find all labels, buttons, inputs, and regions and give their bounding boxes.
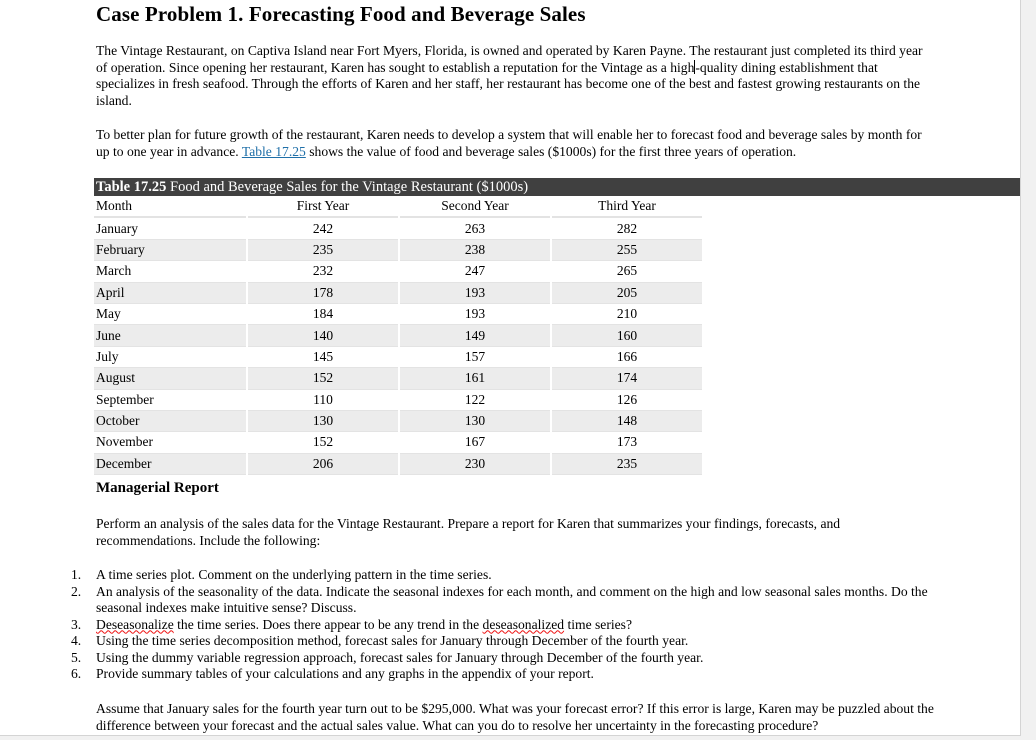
spellcheck-word[interactable]: deseasonalized (482, 616, 565, 632)
list-item (71, 649, 956, 667)
table-body (94, 218, 702, 475)
table-row (94, 390, 702, 411)
table-row (94, 347, 702, 368)
sales-cell: 235 (248, 240, 398, 261)
table-row (94, 218, 702, 239)
sales-cell: 140 (248, 325, 398, 346)
sales-cell: 184 (248, 304, 398, 325)
sales-cell: 122 (400, 390, 550, 411)
table-row (94, 432, 702, 453)
intro-paragraph (96, 43, 926, 109)
table-row (94, 283, 702, 304)
list-number: 6. (71, 666, 82, 681)
sales-cell: 263 (400, 218, 550, 239)
spellcheck-word[interactable]: Deseasonalize (96, 616, 174, 632)
closing-paragraph: Assume that January sales for the fourth year turn out to be $295,000. What was your forecast error? If this error is large, Karen may be puzzled about the difference between your forecast and the actual sales value. What can you do to resolve her uncertainty in the forecasting procedure? (96, 701, 934, 733)
month-cell: December (94, 454, 246, 475)
intro-text-part1: The Vintage Restaurant, on Captiva Island near Fort Myers, Florida, is owned and operated by Karen Payne. The restaurant just completed its third year of operation. Since opening her restaurant, Karen has sought to establish a reputation for the Vintage as a high (96, 43, 923, 75)
sales-cell: 152 (248, 368, 398, 389)
sales-cell: 282 (552, 218, 702, 239)
list-text: the time series. Does there appear to be any trend in the (173, 616, 483, 632)
list-text: Using the time series decomposition method, forecast sales for January through December of the fourth year. (96, 633, 689, 648)
sales-cell: 205 (552, 283, 702, 304)
month-cell: August (94, 368, 246, 389)
table-row (94, 261, 702, 282)
list-text: A time series plot. Comment on the underlying pattern in the time series. (96, 567, 492, 582)
table-row (94, 411, 702, 432)
sales-cell: 130 (400, 411, 550, 432)
sales-cell: 255 (552, 240, 702, 261)
month-cell: October (94, 411, 246, 432)
sales-cell: 148 (552, 411, 702, 432)
list-item (71, 633, 956, 650)
planning-text-part2: shows the value of food and beverage sales ($1000s) for the first three years of operation. (309, 143, 797, 159)
list-number: 1. (71, 567, 82, 582)
list-text: Using the dummy variable regression approach, forecast sales for January through December of the fourth year. (96, 649, 704, 665)
sales-cell: 173 (552, 432, 702, 453)
header-third-year: Third Year (552, 196, 702, 218)
table-row (94, 240, 702, 261)
sales-cell: 193 (400, 283, 550, 304)
month-cell: May (94, 304, 246, 325)
sales-data-table (92, 196, 704, 475)
sales-cell: 247 (400, 261, 550, 282)
month-cell: July (94, 347, 246, 368)
list-item (71, 616, 956, 634)
sales-cell: 152 (248, 432, 398, 453)
table-caption-label: Table 17.25 (96, 179, 167, 195)
report-heading: Managerial Report (96, 480, 219, 496)
list-item (71, 666, 956, 683)
sales-cell: 238 (400, 240, 550, 261)
page-title: Case Problem 1. Forecasting Food and Beverage Sales (96, 2, 586, 26)
sales-cell: 265 (552, 261, 702, 282)
month-cell: March (94, 261, 246, 282)
sales-cell: 160 (552, 325, 702, 346)
report-intro: Perform an analysis of the sales data for the Vintage Restaurant. Prepare a report for Karen that summarizes your findings, forecasts, and recommendations. Include the following: (96, 516, 841, 548)
sales-cell: 145 (248, 347, 398, 368)
sales-table (94, 178, 1021, 475)
table-caption (94, 178, 1021, 196)
sales-cell: 210 (552, 304, 702, 325)
list-item (71, 583, 956, 617)
sales-cell: 166 (552, 347, 702, 368)
month-cell: January (94, 218, 246, 239)
sales-cell: 178 (248, 283, 398, 304)
vertical-scrollbar[interactable] (1022, 0, 1036, 740)
sales-cell: 130 (248, 411, 398, 432)
table-row (94, 304, 702, 325)
month-cell: September (94, 390, 246, 411)
planning-text-part1: To better plan for future growth of the restaurant, Karen needs to develop a system that will enable her to forecast food and beverage sales by month for up to one year in advance. (96, 127, 922, 159)
list-text: Provide summary tables of your calculations and any graphs in the appendix of your report. (96, 666, 594, 681)
table-row (94, 454, 702, 475)
table-row (94, 368, 702, 389)
sales-cell: 126 (552, 390, 702, 411)
list-text: time series? (564, 616, 633, 632)
header-first-year: First Year (248, 196, 398, 218)
sales-cell: 193 (400, 304, 550, 325)
intro-text-part2: -quality dining establishment that specializes in fresh seafood. Through the efforts of Karen and her staff, her restaurant has become one of the best and fastest growing restaurants on the island. (96, 59, 921, 108)
sales-cell: 149 (400, 325, 550, 346)
list-number: 5. (71, 649, 82, 665)
sales-cell: 174 (552, 368, 702, 389)
sales-cell: 235 (552, 454, 702, 475)
table-header-row (94, 196, 702, 218)
sales-cell: 206 (248, 454, 398, 475)
list-number: 3. (71, 616, 82, 632)
sales-cell: 230 (400, 454, 550, 475)
report-list (71, 567, 956, 683)
sales-cell: 167 (400, 432, 550, 453)
sales-cell: 110 (248, 390, 398, 411)
sales-cell: 161 (400, 368, 550, 389)
header-month: Month (94, 196, 246, 218)
month-cell: June (94, 325, 246, 346)
planning-paragraph (96, 127, 926, 160)
month-cell: February (94, 240, 246, 261)
list-number: 4. (71, 633, 82, 648)
list-item (71, 567, 956, 584)
list-number: 2. (71, 583, 82, 599)
table-row (94, 325, 702, 346)
sales-cell: 242 (248, 218, 398, 239)
list-text: An analysis of the seasonality of the data. Indicate the seasonal indexes for each month, and comment on the high and low seasonal sales months. Do the seasonal indexes make intuitive sense? Discuss. (96, 583, 928, 615)
table-reference-link[interactable]: Table 17.25 (241, 143, 306, 159)
month-cell: April (94, 283, 246, 304)
table-caption-text: Food and Beverage Sales for the Vintage Restaurant ($1000s) (170, 179, 529, 195)
sales-cell: 232 (248, 261, 398, 282)
sales-cell: 157 (400, 347, 550, 368)
header-second-year: Second Year (400, 196, 550, 218)
month-cell: November (94, 432, 246, 453)
